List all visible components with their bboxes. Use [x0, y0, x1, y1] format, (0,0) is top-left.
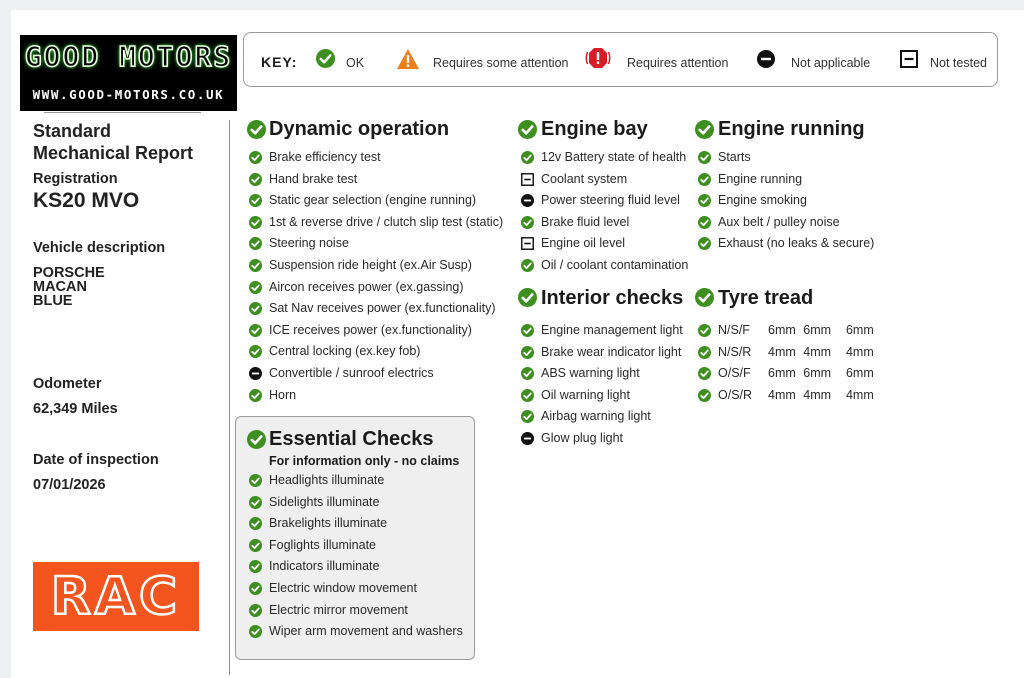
alert-octagon-icon — [585, 47, 611, 69]
essential-checks-subtitle: For information only - no claims — [269, 454, 460, 468]
check-icon — [249, 151, 262, 164]
check-icon — [698, 216, 711, 229]
good-motors-logo — [20, 35, 237, 111]
check-icon — [698, 324, 711, 337]
report-title-line1: Standard — [33, 121, 112, 141]
not-applicable-icon — [521, 194, 534, 207]
odometer-value: 62,349 Miles — [33, 401, 118, 417]
check-icon — [249, 560, 262, 573]
check-icon — [521, 346, 534, 359]
interior-title: Interior checks — [541, 287, 684, 309]
check-icon — [249, 173, 262, 186]
key-label-attention: Requires attention — [627, 56, 729, 70]
tyres-title: Tyre tread — [718, 287, 814, 309]
vehicle-model: MACAN — [33, 279, 87, 295]
tyres-item: O/S/R — [718, 387, 753, 402]
check-icon — [249, 389, 262, 402]
check-icon — [521, 367, 534, 380]
report-title-line2: Mechanical Report — [33, 143, 194, 163]
interior-item: Engine management light — [541, 323, 683, 337]
rac-logo — [33, 562, 199, 631]
key-label-not-applicable: Not applicable — [791, 56, 871, 70]
engine-running-item: Engine smoking — [718, 193, 807, 208]
tyre-depths: 6mm 6mm 6mm — [768, 323, 874, 337]
check-icon — [249, 517, 262, 530]
essential-item: Headlights illuminate — [269, 473, 385, 487]
tyres-status-icon — [695, 288, 714, 307]
dynamic-title: Dynamic operation — [269, 118, 450, 140]
engine-bay-item: Coolant system — [541, 171, 628, 186]
check-icon — [249, 604, 262, 617]
tyre-depths: 4mm 4mm 4mm — [768, 344, 874, 359]
check-icon — [521, 389, 534, 402]
report-page — [11, 10, 1024, 678]
check-icon — [249, 582, 262, 595]
dynamic-item: Convertible / sunroof electrics — [269, 366, 434, 380]
interior-item: Oil warning light — [541, 387, 630, 402]
key-label-ok: OK — [346, 56, 365, 70]
tyres-item: O/S/F — [718, 366, 751, 381]
rac-logo-text: RAC — [50, 566, 182, 627]
engine-bay-status-icon — [518, 120, 537, 139]
engine-running-item: Exhaust (no leaks & secure) — [718, 236, 875, 251]
dynamic-item: Sat Nav receives power (ex.functionality) — [269, 301, 496, 316]
dynamic-item: Aircon receives power (ex.gassing) — [269, 279, 464, 294]
dynamic-item: Hand brake test — [269, 171, 358, 186]
check-icon — [249, 259, 262, 272]
dynamic-item: Static gear selection (engine running) — [269, 193, 477, 208]
engine-running-item: Aux belt / pulley noise — [718, 214, 840, 229]
interior-item: Brake wear indicator light — [541, 344, 682, 359]
check-icon — [249, 539, 262, 552]
engine-running-title: Engine running — [718, 118, 865, 140]
check-icon — [521, 151, 534, 164]
dynamic-item: ICE receives power (ex.functionality) — [269, 322, 472, 337]
vehicle-make: PORSCHE — [33, 265, 105, 281]
check-icon — [249, 496, 262, 509]
inspection-date-value: 07/01/2026 — [33, 477, 106, 493]
check-icon — [249, 302, 262, 315]
check-icon — [249, 237, 262, 250]
not-tested-icon — [521, 173, 534, 186]
dynamic-item: Steering noise — [269, 236, 349, 251]
check-icon — [698, 151, 711, 164]
essential-item: Electric mirror movement — [269, 602, 408, 617]
not-tested-icon — [900, 50, 918, 68]
not-tested-icon — [521, 237, 534, 250]
engine-running-item: Engine running — [718, 171, 803, 186]
check-icon — [698, 173, 711, 186]
not-applicable-icon — [249, 367, 262, 380]
check-icon — [698, 367, 711, 380]
check-icon — [698, 346, 711, 359]
status-key — [243, 32, 998, 87]
engine-running-status-icon — [695, 120, 714, 139]
warning-triangle-icon — [396, 48, 420, 70]
interior-status-icon — [518, 288, 537, 307]
registration-label: Registration — [33, 171, 118, 187]
sidebar-divider — [229, 120, 230, 675]
check-icon — [249, 281, 262, 294]
tyres-item: N/S/R — [718, 344, 752, 359]
engine-bay-item: Power steering fluid level — [541, 193, 680, 208]
interior-item: Glow plug light — [541, 431, 623, 445]
check-icon — [249, 194, 262, 207]
engine-bay-title: Engine bay — [541, 118, 648, 140]
engine-bay-item: Brake fluid level — [541, 214, 630, 229]
essential-item: Indicators illuminate — [269, 559, 380, 574]
registration-value: KS20 MVO — [33, 189, 140, 212]
dynamic-status-icon — [247, 120, 266, 139]
dynamic-item: Central locking (ex.key fob) — [269, 344, 421, 359]
dynamic-item: Suspension ride height (ex.Air Susp) — [269, 258, 472, 272]
check-icon — [249, 625, 262, 638]
engine-running-item: Starts — [718, 150, 751, 164]
odometer-label: Odometer — [33, 376, 102, 392]
logo-underline — [44, 112, 201, 113]
check-icon — [698, 389, 711, 402]
check-icon — [249, 324, 262, 337]
key-label-not-tested: Not tested — [930, 56, 987, 70]
vehicle-colour: BLUE — [33, 293, 73, 309]
tyre-depths: 6mm 6mm 6mm — [768, 366, 874, 381]
key-title: KEY: — [261, 54, 298, 70]
dynamic-item: Horn — [269, 387, 297, 402]
essential-title: Essential Checks — [269, 428, 434, 450]
check-icon — [698, 237, 711, 250]
check-icon — [249, 345, 262, 358]
check-icon — [521, 410, 534, 423]
essential-item: Brakelights illuminate — [269, 516, 388, 531]
interior-item: Airbag warning light — [541, 409, 651, 424]
logo-title: GOOD MOTORS — [24, 40, 233, 73]
dynamic-item: 1st & reverse drive / clutch slip test (static) — [269, 214, 504, 229]
not-applicable-icon — [521, 432, 534, 445]
essential-item: Foglights illuminate — [269, 537, 376, 552]
logo-url: WWW.GOOD-MOTORS.CO.UK — [32, 87, 225, 102]
check-icon — [521, 216, 534, 229]
engine-bay-item: Oil / coolant contamination — [541, 258, 689, 272]
interior-item: ABS warning light — [541, 366, 640, 381]
tyres-item: N/S/F — [718, 323, 750, 337]
essential-item: Sidelights illuminate — [269, 494, 380, 509]
essential-status-icon — [247, 430, 266, 449]
check-icon — [521, 324, 534, 337]
check-icon — [249, 216, 262, 229]
vehicle-description-label: Vehicle description — [33, 240, 166, 256]
engine-bay-item: 12v Battery state of health — [541, 150, 687, 164]
not-applicable-icon — [757, 50, 775, 68]
essential-item: Electric window movement — [269, 581, 417, 595]
dynamic-item: Brake efficiency test — [269, 150, 381, 164]
ok-icon — [316, 49, 335, 68]
tyre-depths: 4mm 4mm 4mm — [768, 387, 874, 402]
key-label-some-attention: Requires some attention — [433, 56, 569, 70]
essential-item: Wiper arm movement and washers — [269, 624, 463, 639]
engine-bay-item: Engine oil level — [541, 236, 626, 251]
check-icon — [521, 259, 534, 272]
check-icon — [249, 474, 262, 487]
check-icon — [698, 194, 711, 207]
inspection-date-label: Date of inspection — [33, 452, 159, 468]
